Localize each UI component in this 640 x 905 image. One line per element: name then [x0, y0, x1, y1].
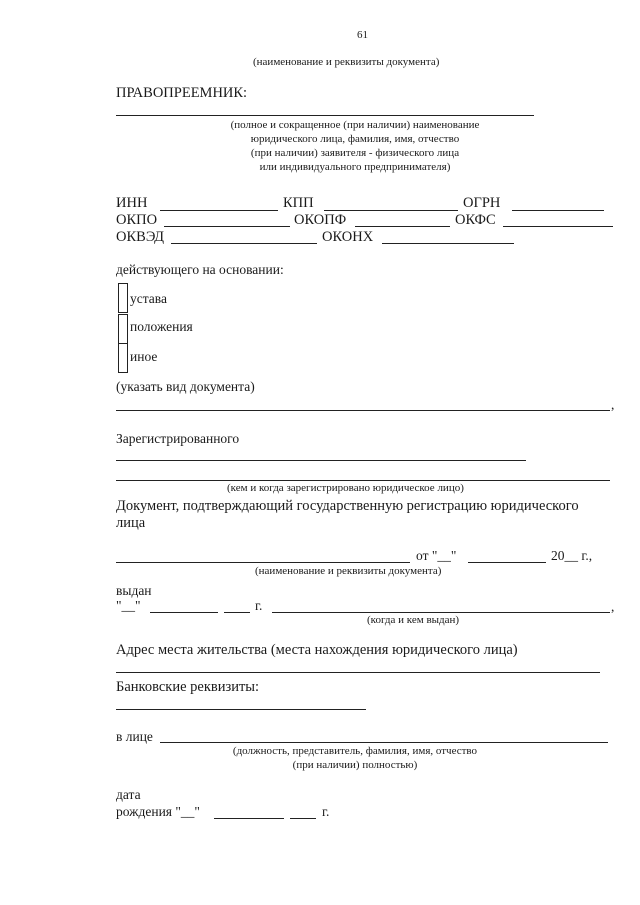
- okopf-line[interactable]: [355, 226, 450, 227]
- okonh-line[interactable]: [382, 243, 514, 244]
- ogrn-label: ОГРН: [463, 195, 501, 211]
- okpo-line[interactable]: [164, 226, 290, 227]
- okved-label: ОКВЭД: [116, 229, 165, 245]
- reg-doc-name-line[interactable]: [116, 562, 410, 563]
- kpp-line[interactable]: [324, 210, 458, 211]
- reg-doc-month-line[interactable]: [468, 562, 546, 563]
- registered-line-2[interactable]: [116, 480, 610, 481]
- okfs-label: ОКФС: [455, 212, 496, 228]
- okopf-label: ОКОПФ: [294, 212, 347, 228]
- specify-document-line[interactable]: [116, 410, 610, 411]
- issued-year-line[interactable]: [224, 612, 250, 613]
- charter-checkbox[interactable]: [118, 283, 128, 313]
- charter-option-label: устава: [130, 291, 167, 306]
- birth-month-line[interactable]: [214, 818, 284, 819]
- regulation-checkbox[interactable]: [118, 314, 128, 344]
- address-line[interactable]: [116, 672, 600, 673]
- basis-label: действующего на основании:: [116, 262, 284, 277]
- top-caption: (наименование и реквизиты документа): [253, 56, 440, 68]
- other-checkbox[interactable]: [118, 343, 128, 373]
- issued-comma: ,: [611, 599, 615, 614]
- birth-date-label: дата: [116, 787, 141, 802]
- birth-year-line[interactable]: [290, 818, 316, 819]
- bank-details-label: Банковские реквизиты:: [116, 679, 260, 695]
- issued-caption: (когда и кем выдан): [367, 614, 460, 626]
- reg-doc-year: 20__ г.,: [551, 548, 593, 563]
- reg-doc-caption: (наименование и реквизиты документа): [255, 565, 442, 577]
- okpo-label: ОКПО: [116, 212, 158, 228]
- ogrn-line[interactable]: [512, 210, 604, 211]
- bank-details-line[interactable]: [116, 709, 366, 710]
- issued-date-prefix: "__": [116, 598, 141, 613]
- successor-name-line[interactable]: [116, 115, 534, 116]
- successor-label: ПРАВОПРЕЕМНИК:: [116, 85, 248, 101]
- successor-caption: (полное и сокращенное (при наличии) наименование юридического лица, фамилия, имя, отчество (при наличии) заявителя - физического лица или индивидуального предпринимателя): [230, 119, 480, 173]
- registered-line-1[interactable]: [116, 460, 526, 461]
- okfs-line[interactable]: [503, 226, 613, 227]
- issued-month-line[interactable]: [150, 612, 218, 613]
- reg-doc-text-line-1: Документ, подтверждающий государственную регистрацию юридического: [116, 498, 579, 514]
- reg-doc-from: от "__": [416, 548, 457, 563]
- address-label: Адрес места жительства (места нахождения юридического лица): [116, 642, 518, 658]
- okonh-label: ОКОНХ: [322, 229, 374, 245]
- kpp-label: КПП: [283, 195, 314, 211]
- page-number: 61: [357, 29, 368, 41]
- birth-year-suffix: г.: [322, 804, 330, 819]
- regulation-option-label: положения: [130, 319, 193, 334]
- issued-label: выдан: [116, 583, 152, 598]
- person-caption: (должность, представитель, фамилия, имя, отчество (при наличии) полностью): [232, 745, 478, 771]
- inn-line[interactable]: [160, 210, 278, 211]
- registered-label: Зарегистрированного: [116, 431, 240, 446]
- issued-year-suffix: г.: [255, 598, 263, 613]
- other-option-label: иное: [130, 349, 158, 364]
- registered-caption: (кем и когда зарегистрировано юридическое лицо): [227, 482, 464, 494]
- person-label: в лице: [116, 729, 153, 744]
- inn-label: ИНН: [116, 195, 148, 211]
- specify-document-label: (указать вид документа): [116, 379, 255, 394]
- reg-doc-text-line-2: лица: [116, 515, 146, 531]
- birth-date-prefix: рождения "__": [116, 804, 200, 819]
- person-line[interactable]: [160, 742, 608, 743]
- okved-line[interactable]: [171, 243, 317, 244]
- issued-by-line[interactable]: [272, 612, 610, 613]
- specify-comma: ,: [611, 397, 615, 412]
